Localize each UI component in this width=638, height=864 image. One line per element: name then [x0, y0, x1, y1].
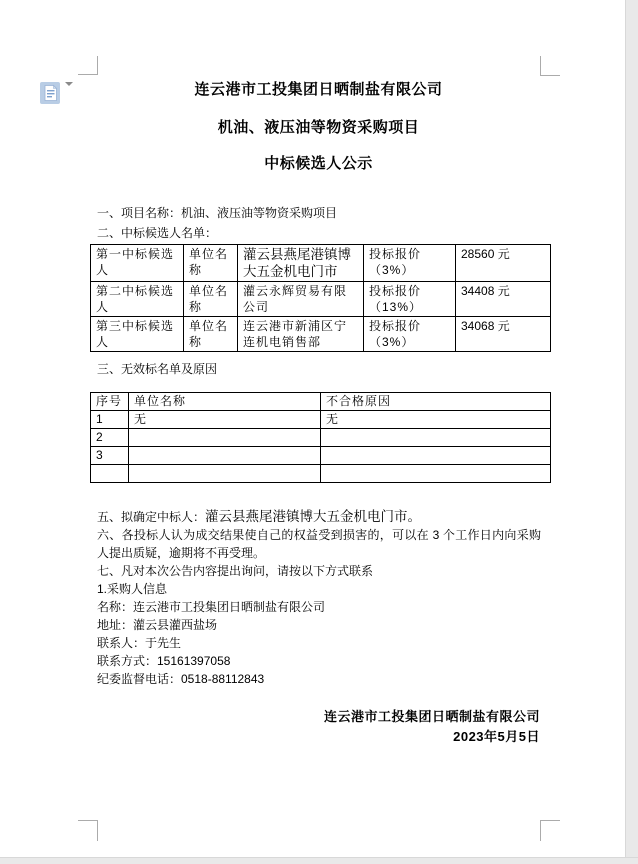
section-winner-value: 灌云县燕尾港镇博大五金机电门市。	[205, 509, 422, 524]
cell-unit-name: 连云港市新浦区宁连机电销售部	[238, 317, 364, 352]
cell-price-label: 投标报价（3%）	[364, 317, 456, 352]
section-invalid-bids: 三、无效标名单及原因	[97, 362, 218, 376]
doc-title-announcement: 中标候选人公示	[264, 155, 373, 172]
cell-unit-name: 灌云县燕尾港镇博大五金机电门市	[238, 245, 364, 282]
doc-title-company: 连云港市工投集团日晒制盐有限公司	[194, 81, 443, 98]
table-header-row	[91, 393, 551, 411]
cell-rank: 第一中标候选人	[91, 245, 184, 282]
col-header-reason: 不合格原因	[321, 393, 551, 411]
section-objection: 六、各投标人认为成交结果使自己的权益受到损害的，可以在 3 个工作日内向采购人提出质疑，逾期将不再受理。	[97, 528, 541, 560]
cell-reason: 无	[321, 411, 551, 429]
invalid-bids-table	[90, 392, 551, 483]
section-winner	[97, 508, 541, 526]
crop-mark-bottom-right	[540, 820, 560, 841]
contact-supervision-phone: 纪委监督电话：0518-88112843	[97, 672, 265, 686]
cell-reason	[321, 465, 551, 483]
contact-person: 联系人：于先生	[97, 636, 182, 650]
cell-unit	[129, 429, 321, 447]
signature-block	[97, 707, 540, 747]
cell-unit-label: 单位名称	[184, 282, 238, 317]
table-row	[91, 447, 551, 465]
cell-seq: 3	[91, 447, 129, 465]
cell-price: 28560 元	[456, 245, 551, 282]
cell-unit: 无	[129, 411, 321, 429]
cell-rank: 第二中标候选人	[91, 282, 184, 317]
crop-mark-top-left	[78, 56, 98, 75]
table-row	[91, 282, 551, 317]
cell-price-label: 投标报价（13%）	[364, 282, 456, 317]
cell-price-label: 投标报价（3%）	[364, 245, 456, 282]
table-row	[91, 429, 551, 447]
cell-unit-label: 单位名称	[184, 245, 238, 282]
cell-seq: 1	[91, 411, 129, 429]
signature-company: 连云港市工投集团日晒制盐有限公司	[323, 709, 540, 724]
canvas-gutter-right	[625, 0, 638, 857]
contact-phone: 联系方式：15161397058	[97, 654, 231, 668]
crop-mark-top-right	[540, 56, 560, 76]
section-winner-label: 五、拟确定中标人：	[97, 510, 206, 524]
table-row	[91, 245, 551, 282]
section-inquiry: 七、凡对本次公告内容提出询问，请按以下方式联系	[97, 564, 374, 578]
table-row	[91, 317, 551, 352]
canvas-gutter-bottom	[0, 857, 638, 864]
cell-reason	[321, 429, 551, 447]
doc-title-project: 机油、液压油等物资采购项目	[217, 119, 420, 136]
col-header-seq: 序号	[91, 393, 129, 411]
contact-name: 名称：连云港市工投集团日晒制盐有限公司	[97, 600, 326, 614]
cell-reason	[321, 447, 551, 465]
cell-rank: 第三中标候选人	[91, 317, 184, 352]
cell-seq	[91, 465, 129, 483]
paste-options-icon	[40, 82, 60, 109]
contact-address: 地址：灌云县灌西盐场	[97, 618, 218, 632]
cell-price: 34068 元	[456, 317, 551, 352]
cell-seq: 2	[91, 429, 129, 447]
crop-mark-bottom-left	[78, 820, 98, 841]
body-text-block	[97, 508, 541, 688]
col-header-unit: 单位名称	[129, 393, 321, 411]
paste-options-button[interactable]	[40, 83, 78, 107]
table-row	[91, 411, 551, 429]
cell-price: 34408 元	[456, 282, 551, 317]
cell-unit-label: 单位名称	[184, 317, 238, 352]
candidates-table	[90, 244, 551, 352]
signature-date: 2023年5月5日	[453, 729, 540, 744]
section-candidate-list: 二、中标候选人名单：	[97, 226, 218, 240]
cell-unit	[129, 447, 321, 465]
table-row	[91, 465, 551, 483]
cell-unit-name: 灌云永辉贸易有限公司	[238, 282, 364, 317]
section-project-name: 一、项目名称：机油、液压油等物资采购项目	[97, 206, 338, 220]
cell-unit	[129, 465, 321, 483]
chevron-down-icon[interactable]	[65, 86, 73, 104]
buyer-info-heading: 1.采购人信息	[97, 582, 168, 596]
